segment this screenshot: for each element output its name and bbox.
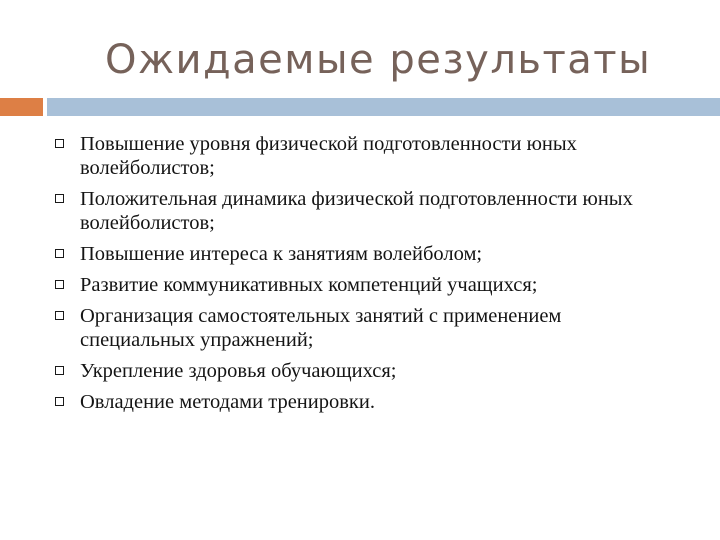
list-item	[54, 304, 674, 352]
title-underline-bar	[47, 98, 720, 116]
hollow-square-icon	[55, 139, 64, 148]
accent-bar	[0, 98, 43, 116]
list-item	[54, 132, 674, 180]
bullet-list	[54, 132, 674, 421]
list-item	[54, 273, 674, 297]
list-item-text: Развитие коммуникативных компетенций учащихся;	[80, 274, 538, 296]
slide-title: Ожидаемые результаты	[105, 37, 652, 83]
list-item-text: Положительная динамика физической подготовленности юных волейболистов;	[80, 188, 633, 234]
list-item	[54, 242, 674, 266]
list-item-text: Повышение уровня физической подготовленности юных волейболистов;	[80, 133, 577, 179]
hollow-square-icon	[55, 280, 64, 289]
hollow-square-icon	[55, 249, 64, 258]
list-item	[54, 390, 674, 414]
list-item	[54, 359, 674, 383]
list-item	[54, 187, 674, 235]
list-item-text: Организация самостоятельных занятий с применением специальных упражнений;	[80, 305, 562, 351]
list-item-text: Укрепление здоровья обучающихся;	[80, 360, 397, 382]
hollow-square-icon	[55, 194, 64, 203]
list-item-text: Овладение методами тренировки.	[80, 391, 375, 413]
hollow-square-icon	[55, 366, 64, 375]
hollow-square-icon	[55, 397, 64, 406]
list-item-text: Повышение интереса к занятиям волейболом;	[80, 243, 483, 265]
hollow-square-icon	[55, 311, 64, 320]
